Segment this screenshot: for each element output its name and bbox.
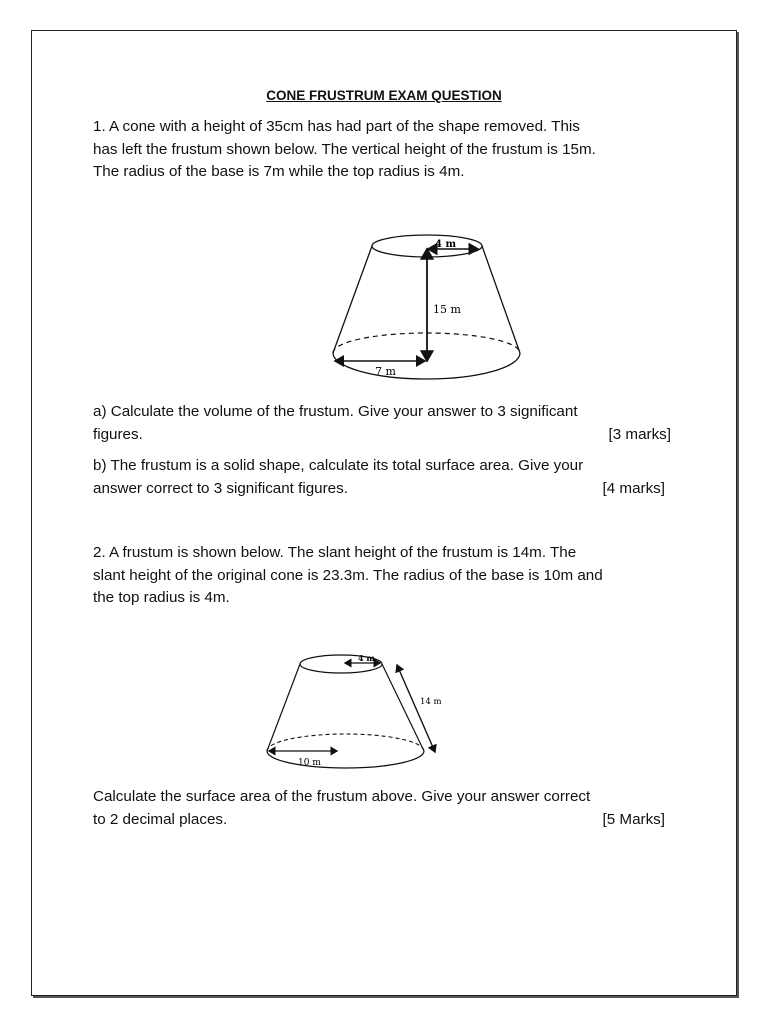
q2-task-line: to 2 decimal places. [93, 810, 228, 828]
q1-right-side [482, 246, 520, 353]
q1-part-a-line: a) Calculate the volume of the frustum. Give your answer to 3 significant [93, 403, 578, 420]
q2-frustum-figure [258, 650, 453, 775]
q2-slant-label: 14 m [420, 697, 442, 707]
q2-task [93, 786, 683, 831]
q1-part-a-line: figures. [93, 425, 143, 443]
q2-base-front [267, 751, 424, 768]
q2-task-line: Calculate the surface area of the frustum above. Give your answer correct [93, 788, 591, 805]
q1-top-label: 4 m [435, 239, 457, 250]
q1-frustum-figure [320, 228, 535, 388]
q1-part-b [93, 455, 683, 500]
q2-task-marks: [5 Marks] [602, 810, 665, 828]
q1-part-a-marks: [3 marks] [608, 425, 671, 443]
q1-part-b-line: b) The frustum is a solid shape, calculate its total surface area. Give your [93, 457, 584, 474]
q2-left-side [267, 664, 300, 751]
q1-intro [93, 116, 683, 184]
q1-intro-line: 1. A cone with a height of 35cm has had part of the shape removed. This [93, 118, 580, 135]
q1-left-side [333, 246, 372, 353]
q1-intro-line: The radius of the base is 7m while the top radius is 4m. [93, 163, 465, 180]
q1-part-b-marks: [4 marks] [602, 479, 665, 497]
q2-intro [93, 542, 683, 610]
q1-base-label: 7 m [375, 365, 396, 378]
page-title: CONE FRUSTRUM EXAM QUESTION [266, 88, 502, 103]
q2-intro-line: 2. A frustum is shown below. The slant height of the frustum is 14m. The [93, 544, 577, 561]
q2-base-back [267, 734, 424, 751]
q1-part-a [93, 401, 683, 446]
q1-intro-line: has left the frustum shown below. The vertical height of the frustum is 15m. [93, 140, 596, 158]
q2-base-label: 10 m [298, 758, 321, 768]
q2-top-label: 4 m [358, 653, 375, 663]
q2-intro-line: slant height of the original cone is 23.3m. The radius of the base is 10m and [93, 566, 603, 584]
q2-intro-line: the top radius is 4m. [93, 589, 230, 606]
q1-height-label: 15 m [433, 303, 461, 316]
q1-part-b-line: answer correct to 3 significant figures. [93, 479, 348, 497]
